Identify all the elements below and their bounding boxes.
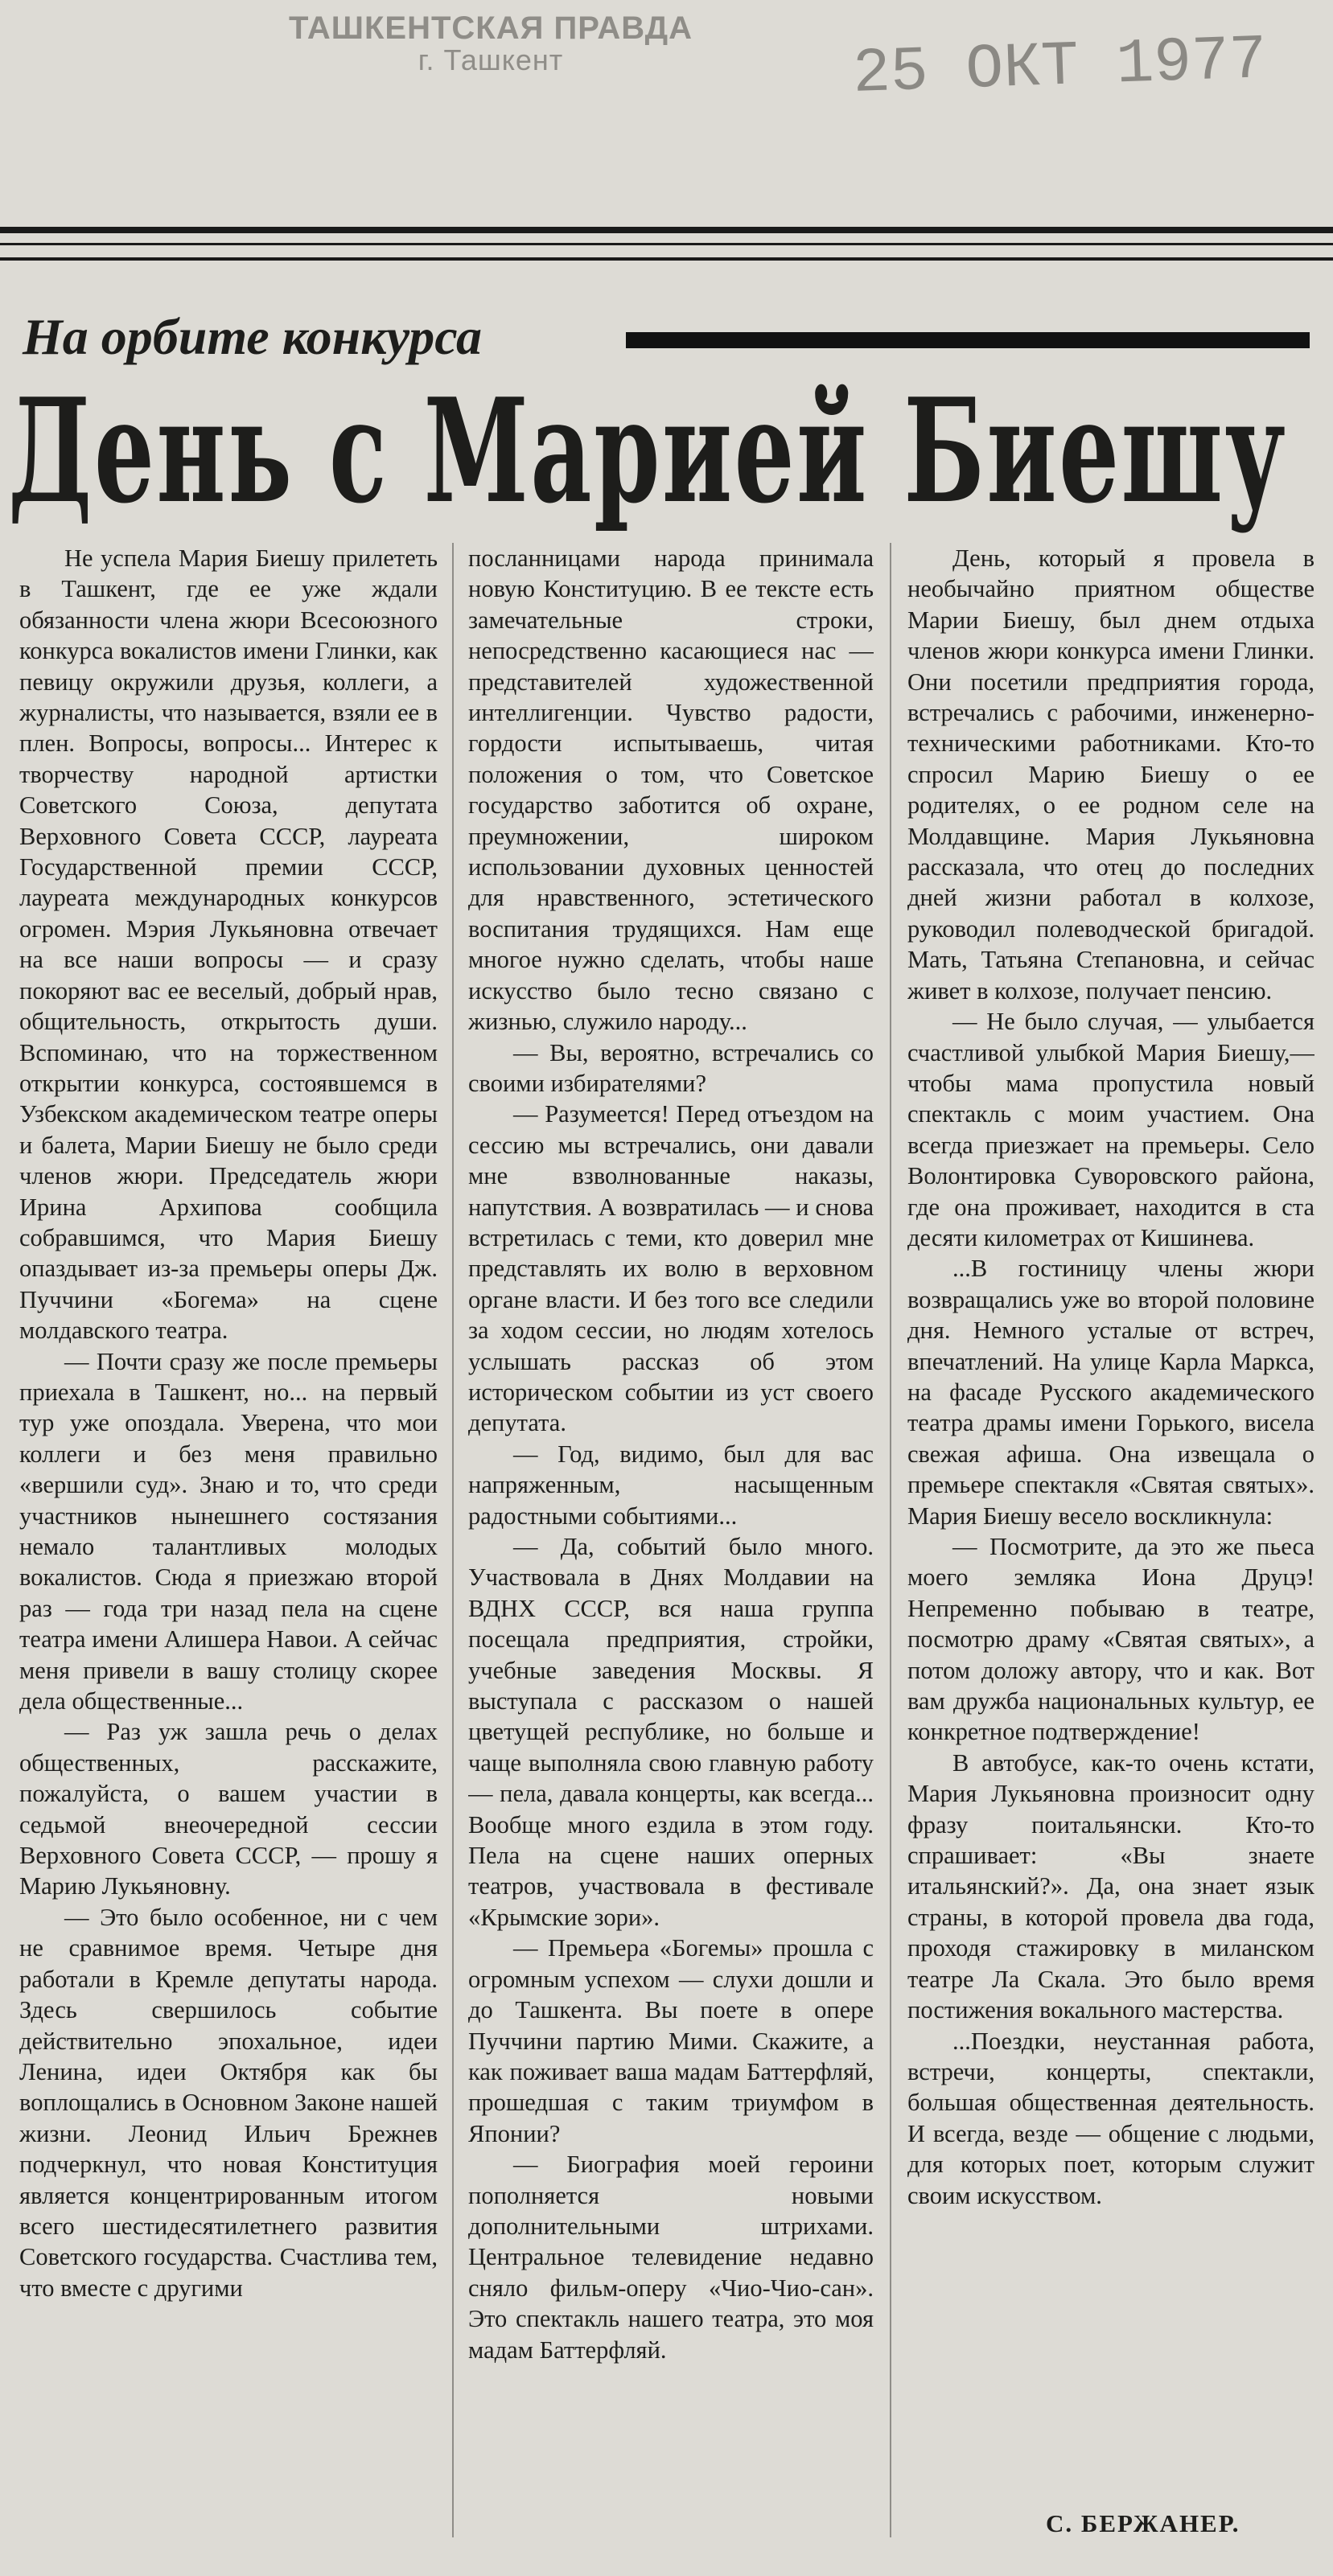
article-headline: День с Марией Биешу xyxy=(8,367,1288,535)
rubric-line xyxy=(626,332,1310,348)
column-divider-2 xyxy=(890,543,891,2537)
author-signature: С. БЕРЖАНЕР. xyxy=(1046,2509,1240,2537)
publication-city: г. Ташкент xyxy=(418,43,564,76)
paragraph: посланницами народа принимала новую Конституцию. В ее тексте есть замечательные строки, непосредственно касающиеся нас — представителей художественной интеллигенции. Чувство радости, гордости испытываешь, читая положения о том, что Советское государство заботится об охране, преумножении, широком использовании духовных ценностей для нравственного, эстетического воспитания трудящихся. Нам еще многое нужно сделать, чтобы наше искусство было тесно связано с жизнью, служило народу... xyxy=(468,544,874,1036)
date-stamp: 25 ОКТ 1977 xyxy=(851,25,1269,110)
paragraph: — Почти сразу же после премьеры приехала в Ташкент, но... на первый тур уже опоздала. Уверена, что мои коллеги и без меня правильно «вершили суд». Знаю и то, что среди участников нынешнего состязания немало талантливых молодых вокалистов. Сюда я приезжаю второй раз — года три назад пела на сцене театра имени Алишера Навои. А сейчас меня привели в вашу столицу скорее дела общественные... xyxy=(19,1347,438,1715)
rubric-label: На орбите конкурса xyxy=(23,308,482,365)
paragraph: — Не было случая, — улыбается счастливой улыбкой Мария Биешу,— чтобы мама пропустила новый спектакль с моим участием. Она всегда приезжает на премьеры. Село Волонтировка Суворовского района, где она проживает, находится в ста десяти километрах от Кишинева. xyxy=(907,1008,1314,1251)
publication-stamp xyxy=(274,11,708,76)
paragraph: ...В гостиницу члены жюри возвращались уже во второй половине дня. Немного усталые от встреч, впечатлений. На улице Карла Маркса, на фасаде Русского академического театра драмы имени Горького, висела свежая афиша. Она извещала о премьере спектакля «Святая святых». Мария Биешу весело воскликнула: xyxy=(907,1255,1314,1530)
paragraph: — Вы, вероятно, встречались со своими избирателями? xyxy=(468,1038,874,1097)
paragraph: — Раз уж зашла речь о делах общественных, расскажите, пожалуйста, о вашем участии в седьмой внеочередной сессии Верховного Совета СССР, — прошу я Марию Лукьяновну. xyxy=(19,1718,438,1900)
paragraph: — Премьера «Богемы» прошла с огромным успехом — слухи дошли и до Ташкента. Вы поете в опере Пуччини партию Мими. Скажите, а как поживает ваша мадам Баттерфляй, прошедшая с таким триумфом в Японии? xyxy=(468,1934,874,2147)
paragraph: В автобусе, как-то очень кстати, Мария Лукьяновна произносит одну фразу поитальянски. Кто-то спрашивает: «Вы знаете итальянский?». Да, она знает язык страны, в которой провела два года, проходя стажировку в миланском театре Ла Скала. Это было время постижения вокального мастерства. xyxy=(907,1748,1314,2024)
paragraph: — Разумеется! Перед отъездом на сессию мы встречались, они давали мне взволнованные наказы, напутствия. А возвратилась — и снова встретилась с теми, кто доверил мне представлять их волю в верховном органе власти. И без того все следили за ходом сессии, но людям хотелось услышать рассказ об этом историческом событии из уст своего депутата. xyxy=(468,1100,874,1437)
paragraph: — Биография моей героини пополняется новыми дополнительными штрихами. Центральное телевидение недавно сняло фильм-оперу «Чио-Чио-сан». Это спектакль нашего театра, это моя мадам Баттерфляй. xyxy=(468,2151,874,2364)
paragraph: Не успела Мария Биешу прилететь в Ташкент, где ее уже ждали обязанности члена жюри Всесоюзного конкурса вокалистов имени Глинки, как певицу окружили друзья, коллеги, а журналисты, что называется, взяли ее в плен. Вопросы, вопросы... Интерес к творчеству народной артистки Советского Союза, депутата Верховного Совета СССР, лауреата Государственной премии СССР, лауреата международных конкурсов огромен. Мэрия Лукьяновна отвечает на все наши вопросы — и сразу покоряют вас ее веселый, добрый нрав, общительность, открытость души. Вспоминаю, что на торжественном открытии конкурса, состоявшемся в Узбекском академическом театре оперы и балета, Марии Биешу не было среди членов жюри. Председатель жюри Ирина Архипова сообщила собравшимся, что Мария Биешу опаздывает из-за премьеры оперы Дж. Пуччини «Богема» на сцене молдавского театра. xyxy=(19,544,438,1345)
article-column-2 xyxy=(468,543,874,2537)
paragraph: — Это было особенное, ни с чем не сравнимое время. Четыре дня работали в Кремле депутаты народа. Здесь свершилось событие действительно эпохальное, идеи Ленина, идеи Октября как бы воплощались в Основном Законе нашей жизни. Леонид Ильич Брежнев подчеркнул, что новая Конституция является концентрированным итогом всего шестидесятилетнего развития Советского государства. Счастлива тем, что вместе с другими xyxy=(19,1903,438,2302)
top-rule-thick xyxy=(0,227,1333,233)
paragraph: ...Поездки, неустанная работа, встречи, концерты, спектакли, большая общественная деятельность. И всегда, везде — общение с людьми, для которых поет, которым служит своим искусством. xyxy=(907,2027,1314,2209)
top-rule-thin-2 xyxy=(0,257,1333,261)
paragraph: — Год, видимо, был для вас напряженным, насыщенным радостными событиями... xyxy=(468,1440,874,1530)
paragraph: День, который я провела в необычайно приятном обществе Марии Биешу, был днем отдыха членов жюри конкурса имени Глинки. Они посетили предприятия города, встречались с рабочими, инженерно-техническими работниками. Кто-то спросил Марию Биешу о ее родителях, о ее родном селе на Молдавщине. Мария Лукьяновна рассказала, что отец до последних дней жизни работал в колхозе, руководил полеводческой бригадой. Мать, Татьяна Степановна, и сейчас живет в колхозе, получает пенсию. xyxy=(907,544,1314,1005)
article-column-3 xyxy=(907,543,1314,2537)
paragraph: — Посмотрите, да это же пьеса моего земляка Иона Друцэ! Непременно побываю в театре, посмотрю драму «Святая святых», а потом доложу автору, что и как. Вот вам дружба национальных культур, ее конкретное подтверждение! xyxy=(907,1533,1314,1746)
column-divider-1 xyxy=(452,543,454,2537)
article-column-1 xyxy=(19,543,438,2537)
paragraph: — Да, событий было много. Участвовала в Днях Молдавии на ВДНХ СССР, вся наша группа посещала предприятия, стройки, учебные заведения Москвы. Я выступала с рассказом о нашей цветущей республике, но больше и чаще выполняла свою главную работу — пела, давала концерты, как всегда... Вообще много ездила в этом году. Пела на сцене наших оперных театров, участвовала в фестивале «Крымские зори». xyxy=(468,1533,874,1931)
publication-name: ТАШКЕНТСКАЯ ПРАВДА xyxy=(288,10,693,46)
top-rule-thin-1 xyxy=(0,243,1333,245)
